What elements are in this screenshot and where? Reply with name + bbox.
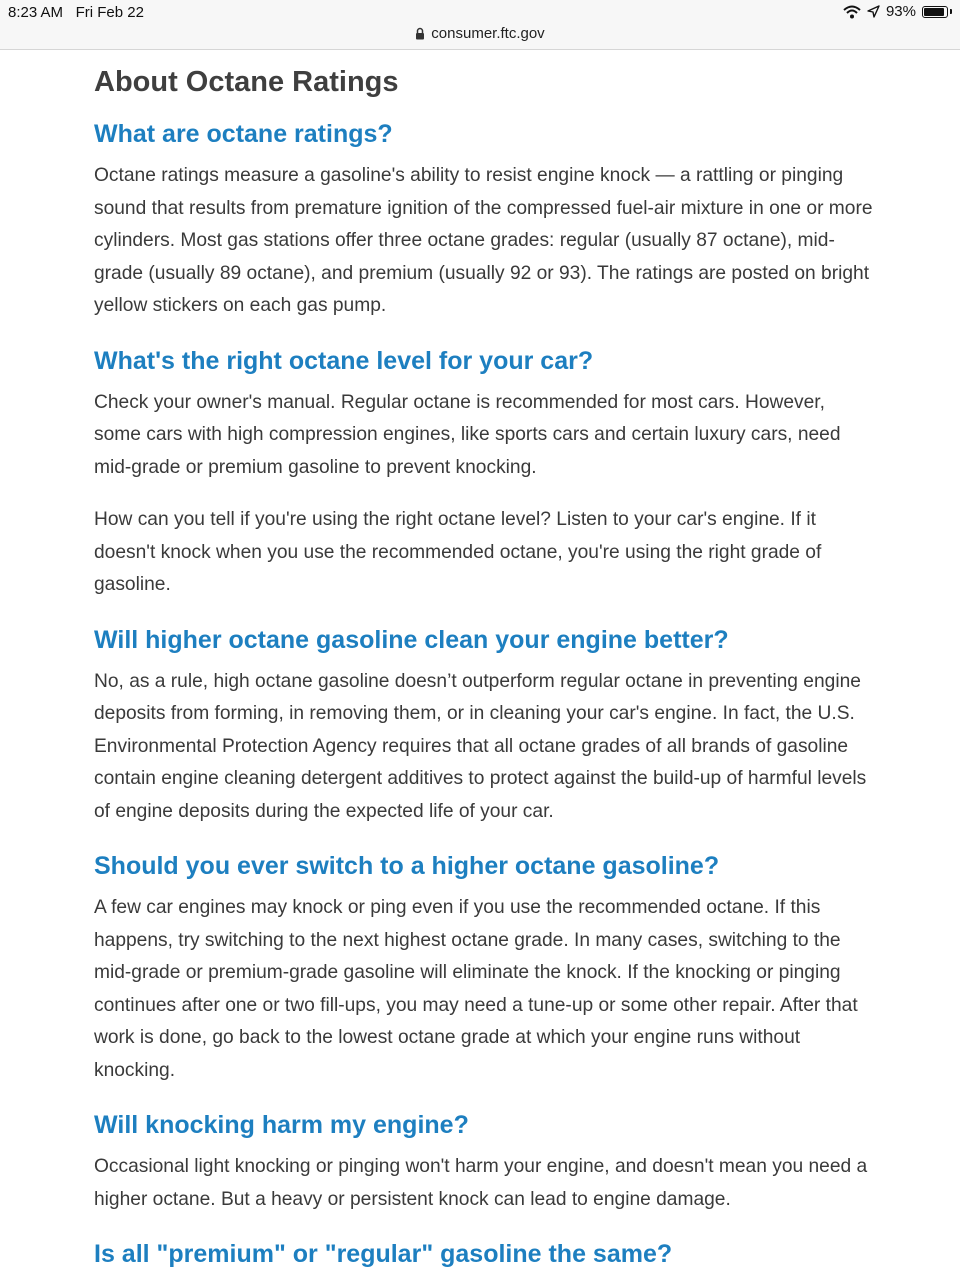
paragraph: Check your owner's manual. Regular octane is recommended for most cars. However, some cars with high compression engines, like sports cars and certain luxury cars, need mid-grade or premium gasoline to prevent knocking.	[94, 391, 841, 478]
battery-percent: 93%	[885, 3, 916, 20]
battery-icon	[922, 6, 948, 18]
paragraph: Octane ratings measure a gasoline's ability to resist engine knock — a rattling or pinging sound that results from premature ignition of the compressed fuel-air mixture in one or more cylinders. Most gas stations offer three octane grades: regular (usually 87 octane), mid-grade (usually 89 octane), and premium (usually 92 or 93). The ratings are posted on bright yellow stickers on each gas pump.	[94, 165, 873, 316]
wifi-icon	[843, 5, 861, 19]
section-heading-premium-regular: Is all "premium" or "regular" gasoline the same?	[94, 1240, 673, 1268]
section-heading-octane-ratings: What are octane ratings?	[94, 120, 393, 148]
paragraph: How can you tell if you're using the right octane level? Listen to your car's engine. If it doesn't knock when you use the recommended octane, you're using the right grade of gasoline.	[94, 509, 822, 595]
date: Fri Feb 22	[75, 4, 144, 21]
page-title: About Octane Ratings	[94, 66, 399, 98]
address-bar[interactable]	[0, 22, 960, 50]
battery-level	[924, 8, 944, 16]
status-indicators	[843, 3, 952, 20]
battery-tip	[950, 9, 952, 14]
url-text[interactable]: consumer.ftc.gov	[431, 25, 545, 42]
paragraph: A few car engines may knock or ping even if you use the recommended octane. If this happens, try switching to the next highest octane grade. In many cases, switching to the mid-grade or premium-grade gasoline will eliminate the knock. If the knocking or pinging continues after one or two fill-ups, you may need a tune-up or some other repair. After that work is done, go back to the lowest octane grade at which your engine runs without knocking.	[94, 897, 858, 1081]
location-arrow-icon	[867, 5, 880, 18]
status-time	[8, 4, 144, 21]
section-heading-switch-octane: Should you ever switch to a higher octane gasoline?	[94, 852, 720, 880]
article	[94, 62, 874, 1280]
paragraph: No, as a rule, high octane gasoline doesn’t outperform regular octane in preventing engine deposits from forming, in removing them, or in cleaning your car's engine. In fact, the U.S. Environmental Protection Agency requires that all octane grades of all brands of gasoline contain engine cleaning detergent additives to protect against the build-up of harmful levels of engine deposits during the expected life of your car.	[94, 670, 867, 822]
lock-icon	[415, 27, 425, 40]
section-heading-knocking-harm: Will knocking harm my engine?	[94, 1111, 469, 1139]
section-heading-clean-engine: Will higher octane gasoline clean your engine better?	[94, 625, 729, 654]
paragraph: Occasional light knocking or pinging won't harm your engine, and doesn't mean you need a higher octane. But a heavy or persistent knock can lead to engine damage.	[94, 1156, 868, 1210]
clock: 8:23 AM	[8, 4, 64, 21]
section-heading-right-octane: What's the right octane level for your car?	[94, 346, 594, 375]
